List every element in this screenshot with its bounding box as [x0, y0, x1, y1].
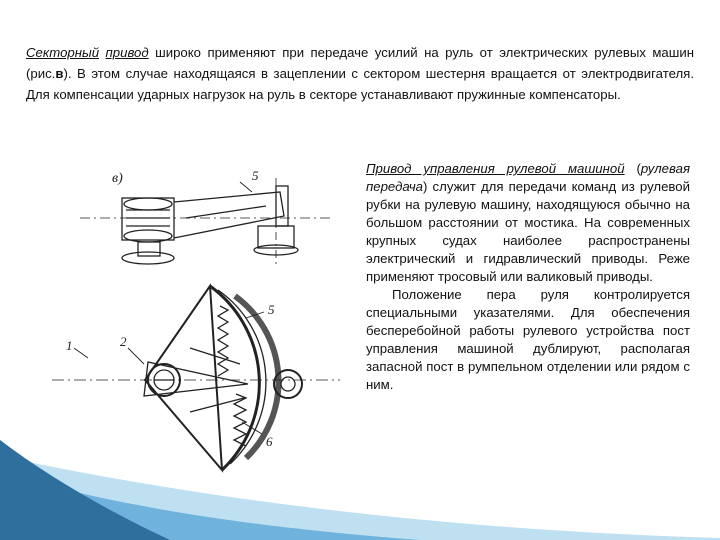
paragraph-text-a: широко применяют при передаче усилий на руль от электрических рулевых машин (рис.: [26, 45, 694, 81]
paragraph-rudder-position: Положение пера руля контролируется специальными указателями. Для обеспечения бесперебойной работы рулевого устройства пост управления машиной дублируют, располагая запасной пост в румпельном отделении или рядом с ним.: [366, 287, 690, 392]
figure-label-1: 1: [66, 338, 73, 353]
paren-open: (: [624, 161, 641, 176]
top-paragraph: [26, 42, 694, 105]
paren-close: ): [423, 179, 428, 194]
figure-label-5-top: 5: [252, 168, 259, 183]
spring-lower: [234, 394, 246, 446]
heading-drive-control: Привод управления рулевой машиной: [366, 161, 625, 176]
gear-housing-left: [122, 198, 174, 240]
figure-drawing: [40, 158, 352, 476]
term-sector: Секторный: [26, 45, 100, 60]
spring-upper: [218, 306, 228, 376]
figure-ref: в: [55, 66, 64, 81]
figure-label-2: 2: [120, 334, 127, 349]
sector-drive-figure: [40, 158, 352, 476]
sector-arm: [174, 192, 284, 238]
paragraph-drive-control-rest: служит для передачи команд из рулевой рубки на рулевую машину, находящуюся обычно на большом расстоянии от мостика. На современных крупных судах наиболее распространены электрический и гидравлический приводы. Реже применяют тросовый или валиковый приводы.: [366, 179, 690, 284]
subheading-steering-gear: рулевая передача: [366, 161, 690, 194]
term-drive: привод: [105, 45, 149, 60]
paragraph-drive-control: [366, 160, 690, 286]
right-column-text: [366, 160, 690, 394]
figure-label-5: 5: [268, 302, 275, 317]
figure-label-variant: в): [112, 171, 123, 186]
decorative-wave: [0, 440, 720, 540]
figure-label-6: 6: [266, 434, 273, 449]
paragraph-text-b: ). В этом случае находящаяся в зацеплении с сектором шестерня вращается от электродвигателя. Для компенсации ударных нагрузок на руль в секторе устанавливают пружинные компенсаторы.: [26, 66, 694, 102]
